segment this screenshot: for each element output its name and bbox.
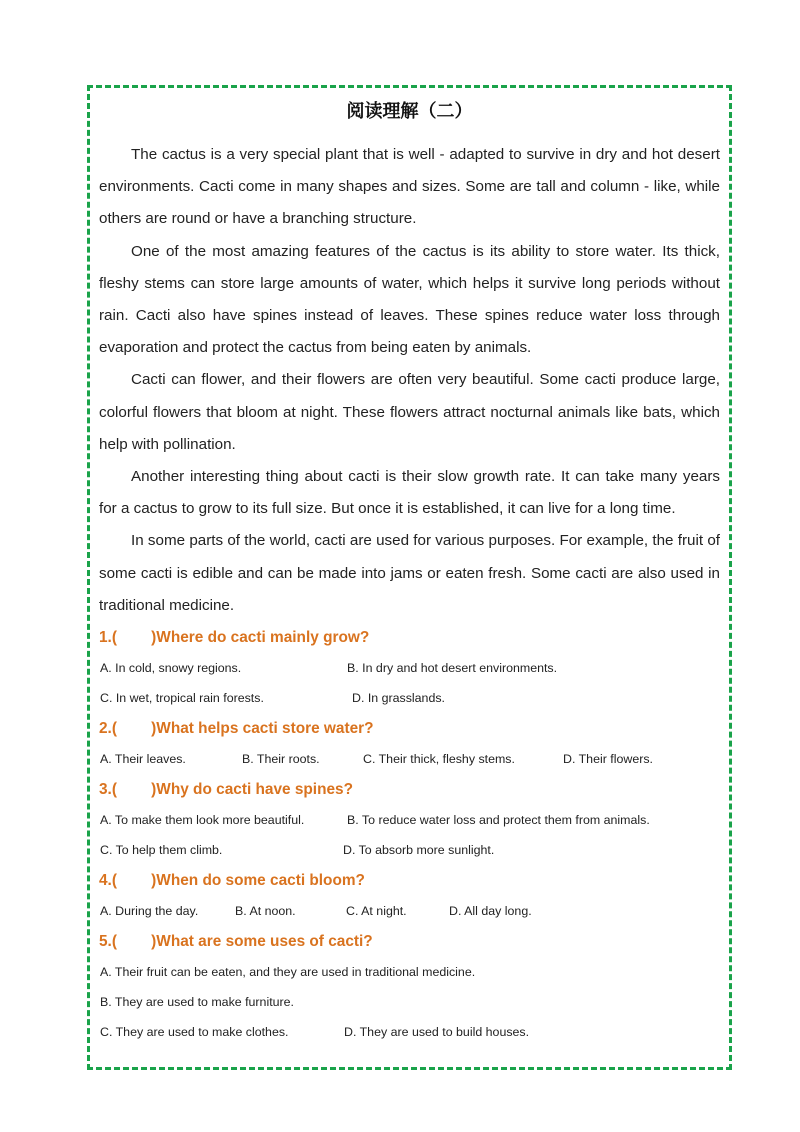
question-5-option-d: D. They are used to build houses. — [344, 1025, 530, 1040]
question-5: 5.( )What are some uses of cacti? — [99, 933, 373, 951]
paragraph-4: Another interesting thing about cacti is their slow growth rate. It can take many years for a cactus to grow to its full size. But once it is established, it can live for a long time. — [99, 468, 720, 518]
question-3-options-row-2 — [99, 835, 720, 865]
question-2-option-b: B. Their roots. — [242, 752, 320, 767]
question-3: 3.( )Why do cacti have spines? — [99, 781, 354, 799]
question-2-options-row — [99, 744, 720, 774]
question-2-option-a: A. Their leaves. — [100, 752, 186, 767]
paragraph-2: One of the most amazing features of the cactus is its ability to store water. Its thick, fleshy stems can store large amounts of water, which helps it survive long periods without rain. Cacti also have spines instead of leaves. These spines reduce water loss through evaporation and protect the cactus from being eaten by animals. — [99, 242, 720, 357]
question-1-option-a: A. In cold, snowy regions. — [100, 661, 242, 676]
page-title: 阅读理解（二） — [346, 101, 473, 122]
question-1: 1.( )Where do cacti mainly grow? — [99, 629, 370, 647]
question-2-option-d: D. Their flowers. — [563, 752, 653, 767]
question-2: 2.( )What helps cacti store water? — [99, 720, 374, 738]
question-3-option-c: C. To help them climb. — [100, 843, 223, 858]
question-4-option-a: A. During the day. — [100, 904, 199, 919]
paragraph-3: Cacti can flower, and their flowers are often very beautiful. Some cacti produce large, colorful flowers that bloom at night. These flowers attract nocturnal animals like bats, which help with pollination. — [99, 371, 720, 453]
question-5-option-a-row — [99, 957, 720, 987]
question-1-option-c: C. In wet, tropical rain forests. — [100, 691, 264, 706]
question-5-option-a: A. Their fruit can be eaten, and they are used in traditional medicine. — [100, 965, 476, 980]
question-5-option-b: B. They are used to make furniture. — [100, 995, 294, 1010]
question-2-option-c: C. Their thick, fleshy stems. — [363, 752, 515, 767]
question-3-option-b: B. To reduce water loss and protect them from animals. — [347, 813, 650, 828]
question-4-options-row — [99, 896, 720, 926]
question-4-option-b: B. At noon. — [235, 904, 296, 919]
reading-section — [99, 98, 720, 1047]
question-1-option-b: B. In dry and hot desert environments. — [347, 661, 558, 676]
question-3-option-a: A. To make them look more beautiful. — [100, 813, 305, 828]
question-4-option-d: D. All day long. — [449, 904, 532, 919]
question-1-options-row-1 — [99, 653, 720, 683]
question-3-options-row-1 — [99, 805, 720, 835]
question-4-option-c: C. At night. — [346, 904, 407, 919]
question-5-options-row-cd — [99, 1017, 720, 1047]
question-5-option-b-row — [99, 987, 720, 1017]
question-1-option-d: D. In grasslands. — [352, 691, 445, 706]
question-1-options-row-2 — [99, 683, 720, 713]
question-4: 4.( )When do some cacti bloom? — [99, 872, 365, 890]
question-5-option-c: C. They are used to make clothes. — [100, 1025, 289, 1040]
paragraph-1: The cactus is a very special plant that is well - adapted to survive in dry and hot desert environments. Cacti come in many shapes and sizes. Some are tall and column - like, while others are round or have a branching structure. — [99, 146, 720, 228]
paragraph-5: In some parts of the world, cacti are used for various purposes. For example, the fruit of some cacti is edible and can be made into jams or eaten fresh. Some cacti are also used in traditional medicine. — [99, 532, 720, 614]
question-3-option-d: D. To absorb more sunlight. — [343, 843, 495, 858]
